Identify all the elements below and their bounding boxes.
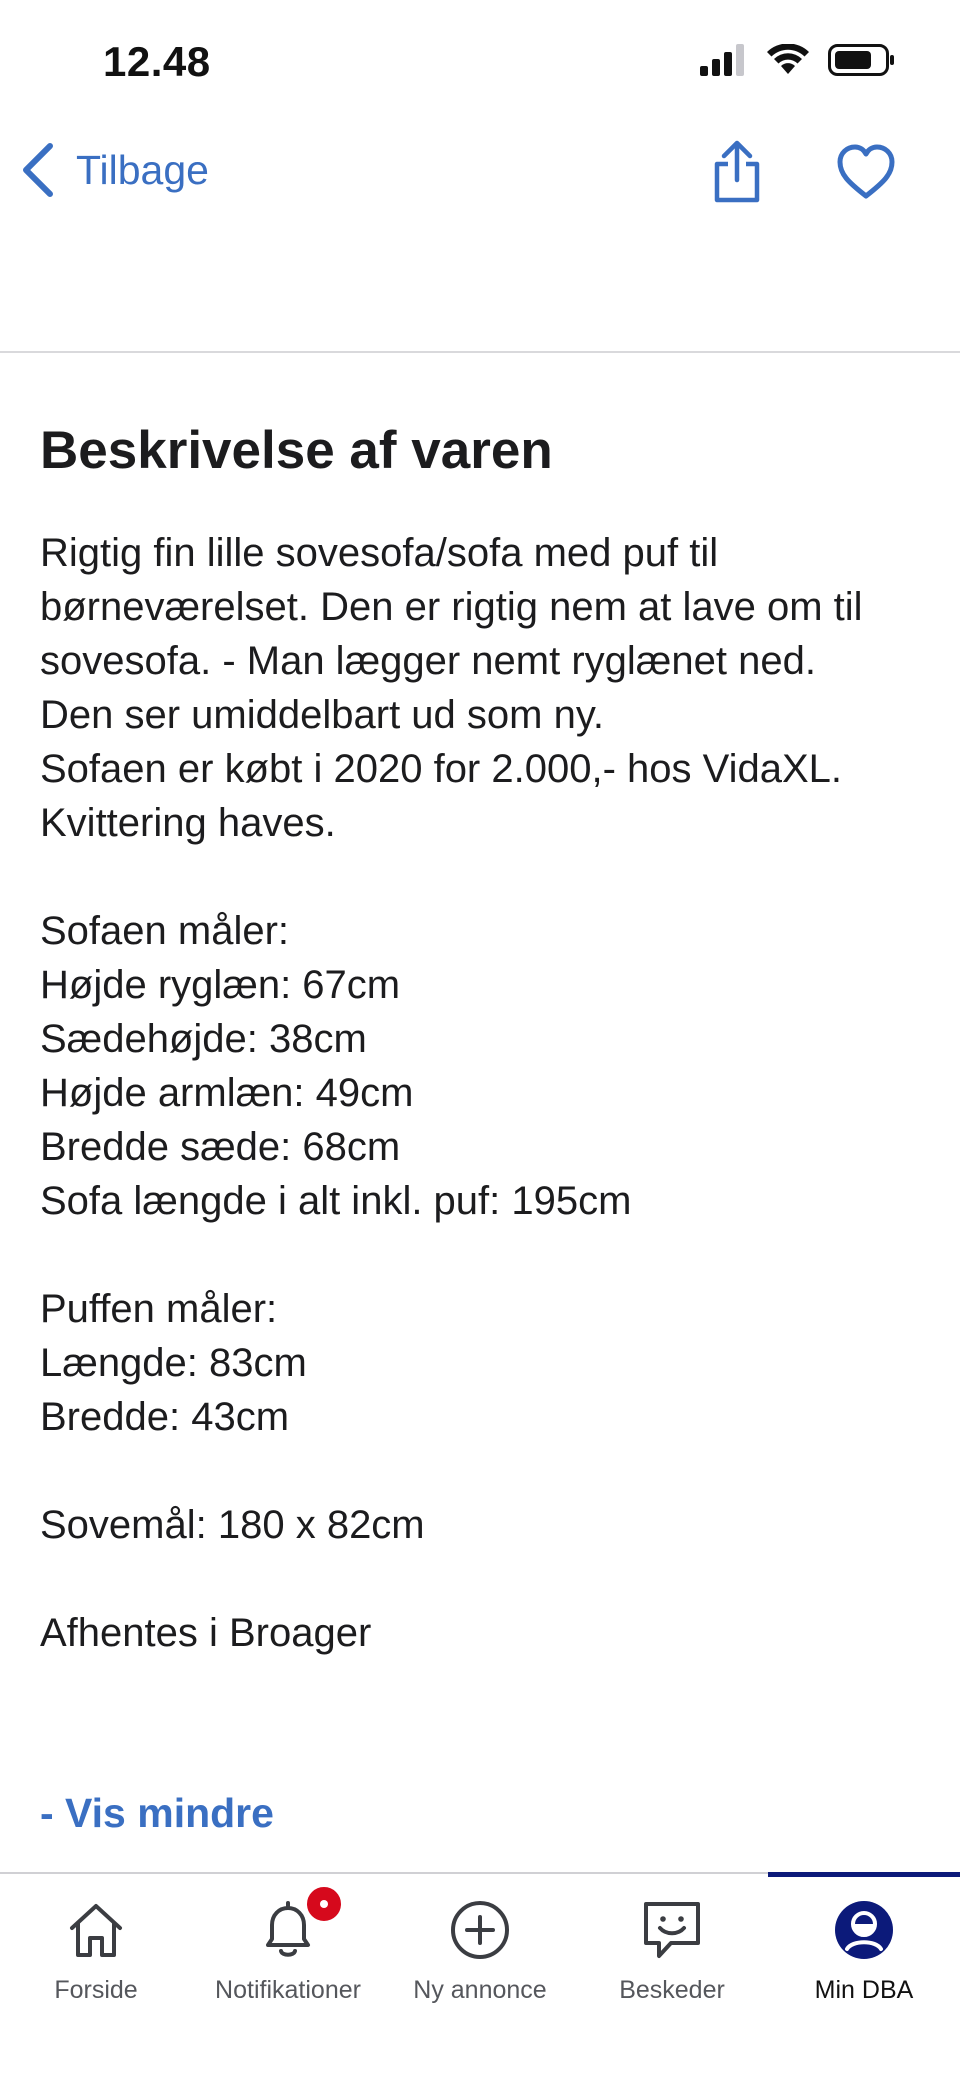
tab-label: Forside xyxy=(54,1976,138,2004)
tab-bar xyxy=(0,1872,960,2078)
share-button[interactable] xyxy=(712,140,762,204)
tab-beskeder[interactable] xyxy=(576,1874,768,2014)
home-icon xyxy=(66,1900,126,1960)
section-title: Beskrivelse af varen xyxy=(40,421,553,480)
nav-bar xyxy=(0,120,960,240)
chevron-left-icon xyxy=(20,142,56,198)
tab-notifikationer[interactable] xyxy=(192,1874,384,2014)
tab-label: Min DBA xyxy=(814,1976,914,2004)
header-divider xyxy=(0,351,960,353)
profile-icon xyxy=(833,1899,895,1961)
back-button[interactable] xyxy=(20,142,209,198)
plus-circle-icon xyxy=(449,1899,511,1961)
tab-ny-annonce[interactable] xyxy=(384,1874,576,2014)
battery-icon xyxy=(828,44,896,76)
cellular-signal-icon xyxy=(700,44,748,76)
show-less-link[interactable]: - Vis mindre xyxy=(40,1790,274,1836)
favorite-button[interactable] xyxy=(836,144,896,200)
wifi-icon xyxy=(766,44,810,76)
description-text: Rigtig fin lille sovesofa/sofa med puf til børneværelset. Den er rigtig nem at lave om til sovesofa. - Man lægger nemt ryglænet ned. Den ser umiddelbart ud som ny. Sofaen er købt i 2020 for 2.000,- hos VidaXL. Kvittering haves. Sofaen måler: Højde ryglæn: 67cm Sædehøjde: 38cm Højde armlæn: 49cm Bredde sæde: 68cm Sofa længde i alt inkl. puf: 195cm Puffen måler: Længde: 83cm Bredde: 43cm Sovemål: 180 x 82cm Afhentes i Broager xyxy=(40,531,863,1655)
status-icons xyxy=(700,44,896,76)
status-bar xyxy=(0,0,960,120)
tab-forside[interactable] xyxy=(0,1874,192,2014)
heart-icon xyxy=(836,144,896,200)
tab-label: Notifikationer xyxy=(215,1976,361,2004)
notification-badge xyxy=(304,1884,344,1924)
back-label: Tilbage xyxy=(76,146,209,193)
listing-description-section xyxy=(40,420,920,1660)
tab-label: Beskeder xyxy=(619,1976,725,2004)
chat-icon xyxy=(641,1899,703,1961)
tab-label: Ny annonce xyxy=(413,1976,547,2004)
share-icon xyxy=(712,140,762,204)
tab-min-dba[interactable] xyxy=(768,1874,960,2014)
status-time: 12.48 xyxy=(103,38,211,85)
